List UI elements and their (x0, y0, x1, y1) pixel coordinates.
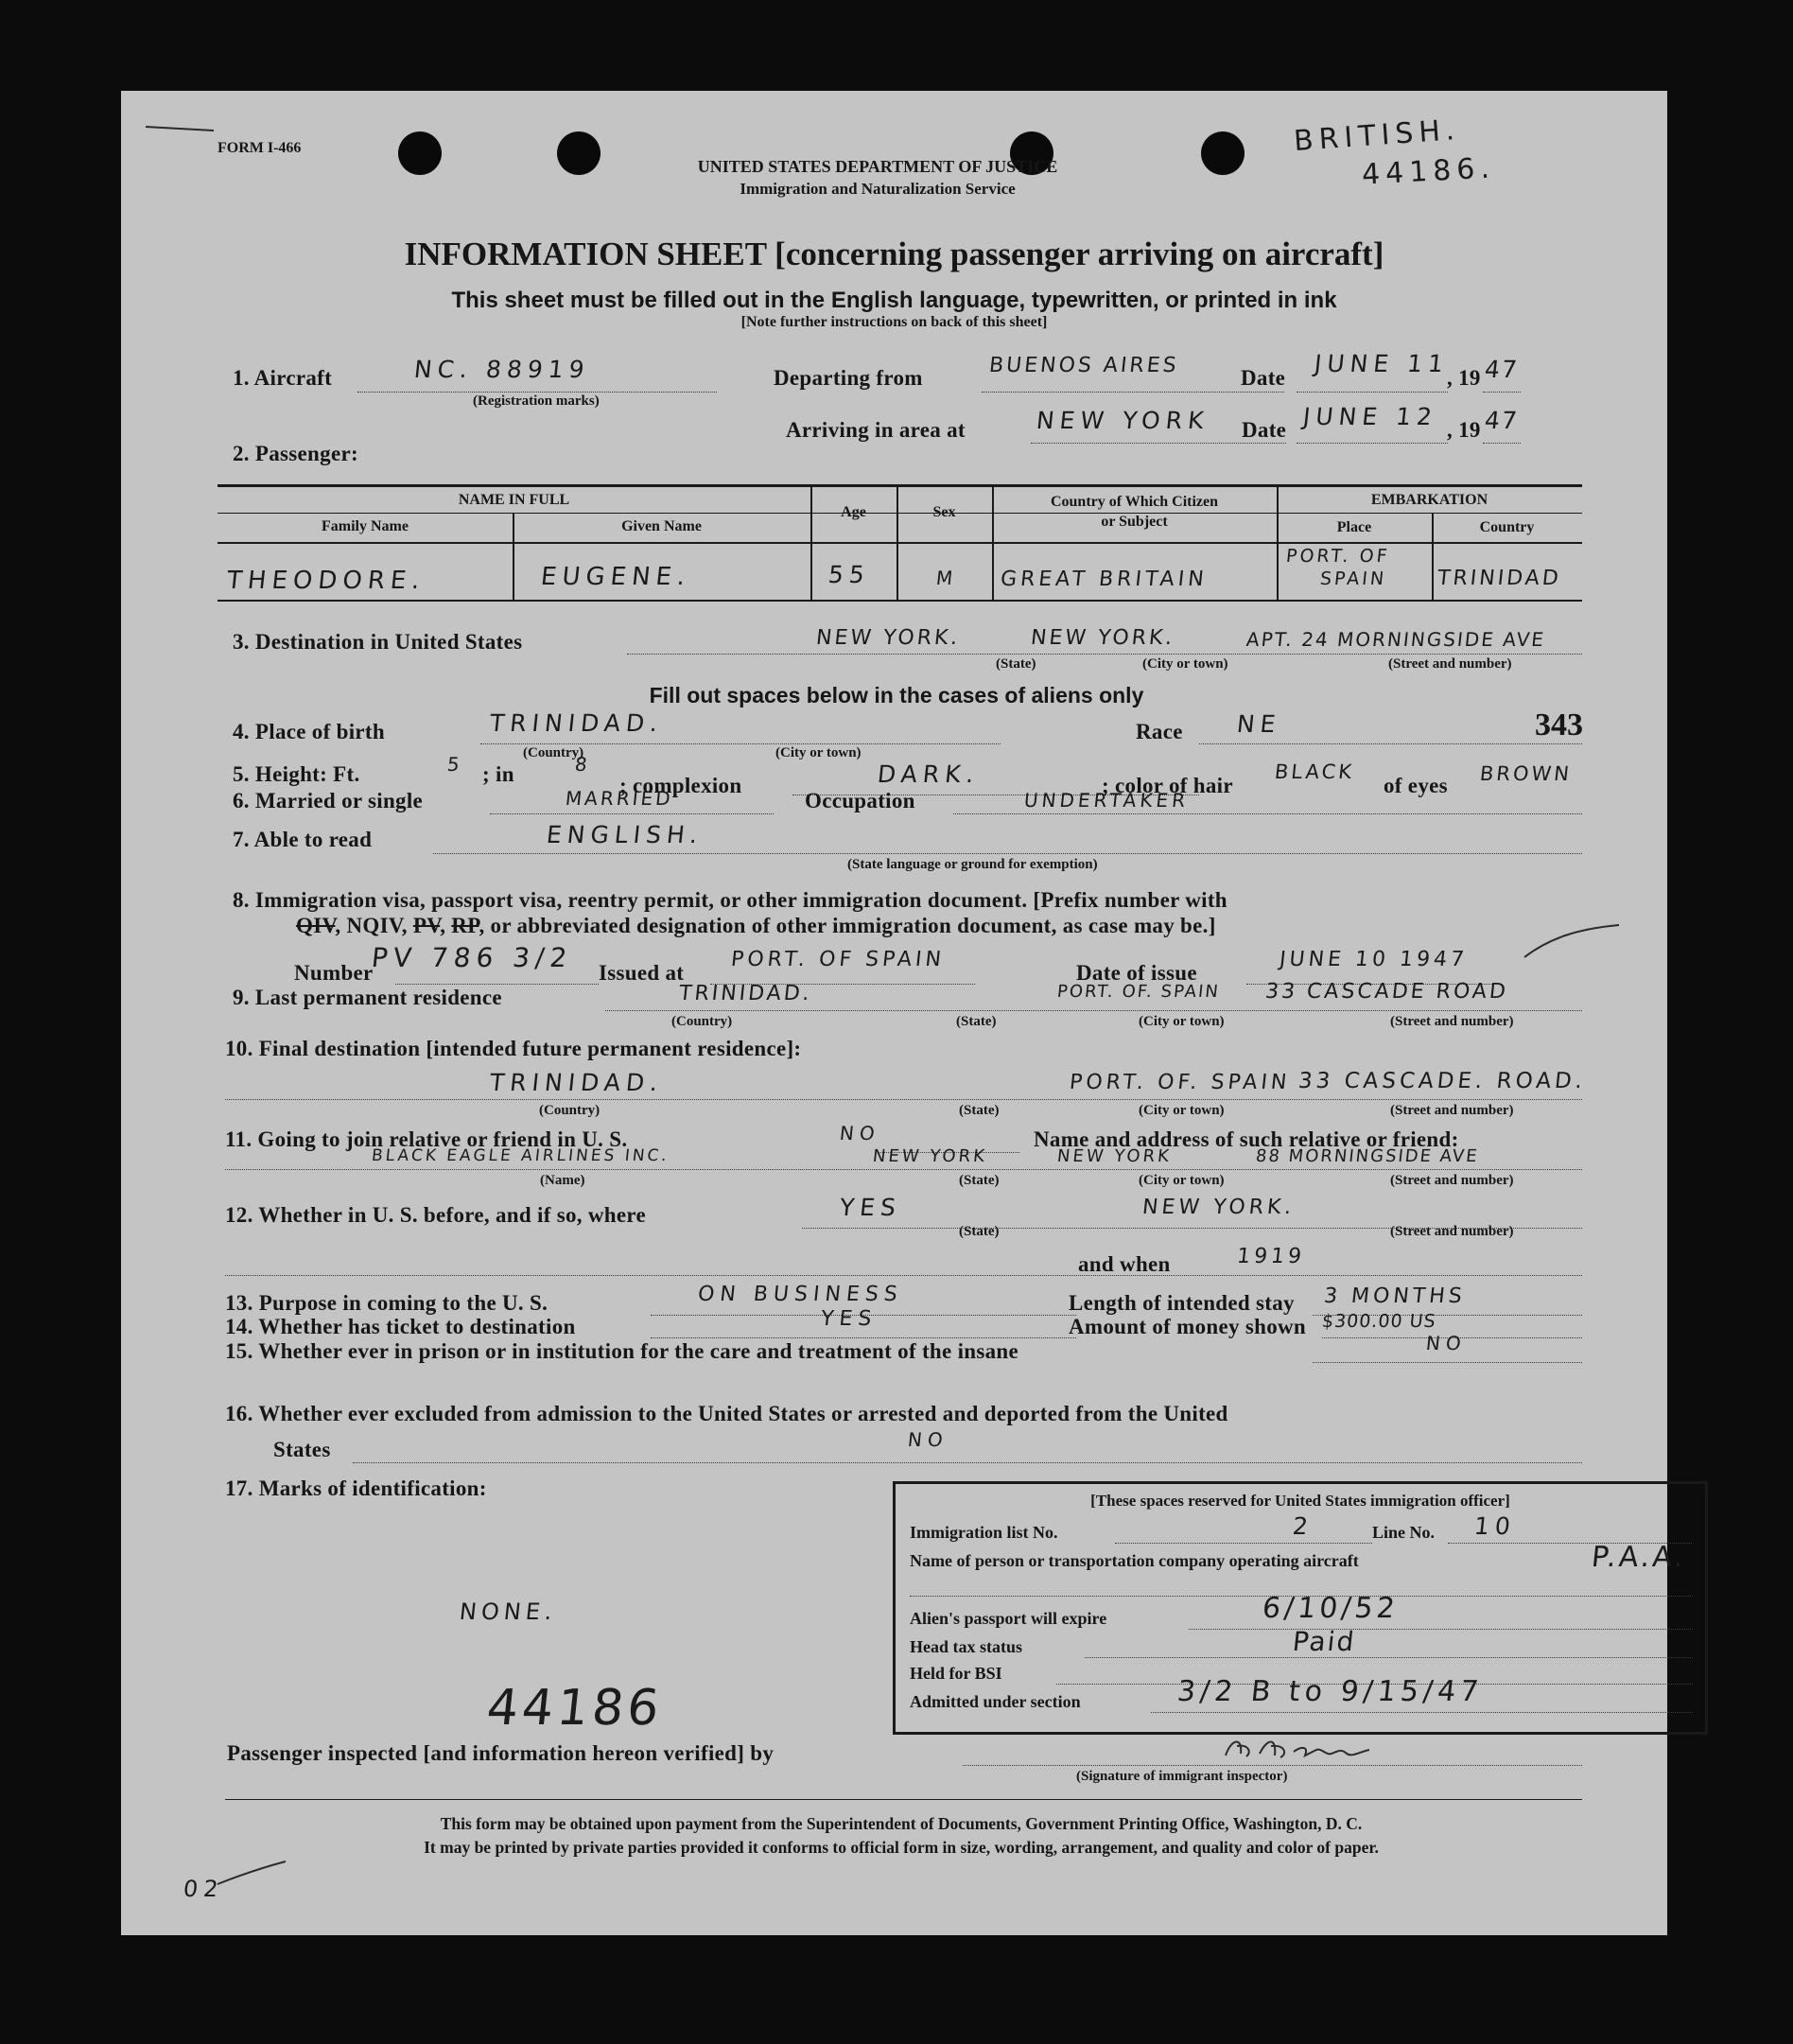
aliens-heading: Fill out spaces below in the cases of aliens only (649, 683, 1144, 708)
officer-box (893, 1481, 1708, 1735)
previous-visit-label: 12. Whether in U. S. before, and if so, where (225, 1203, 646, 1227)
table-bottom-rule (218, 600, 1582, 602)
ticket-line (651, 1337, 1076, 1338)
note-line: [Note further instructions on back of this sheet] (740, 314, 1048, 330)
departing-label: Departing from (774, 366, 923, 390)
line-number-label: Line No. (1372, 1523, 1436, 1542)
signature-line (963, 1765, 1582, 1766)
date-of-issue-value: JUNE 10 1947 (1278, 948, 1470, 971)
arriving-date-line (1297, 443, 1448, 444)
embarkation-rule (1277, 513, 1582, 514)
document-line-2-rest: , or abbreviated designation of other immigration document, as case may be.] (479, 914, 1216, 937)
previous-visit-place-value: NEW YORK. (1140, 1196, 1297, 1219)
birthplace-city-caption: (City or town) (775, 745, 862, 760)
pv-struck: PV (412, 914, 441, 937)
final-destination-street-caption: (Street and number) (1390, 1103, 1514, 1118)
destination-street-value: APT. 24 MORNINGSIDE AVE (1245, 628, 1547, 651)
comma-text: , (440, 914, 452, 937)
footer-rule (225, 1799, 1582, 1800)
header-age: Age (841, 504, 866, 520)
height-in-label: ; in (482, 762, 514, 786)
margin-tick (214, 1860, 289, 1888)
relative-name-label: Name and address of such relative or friend: (1034, 1127, 1459, 1151)
previous-visit-state-caption: (State) (959, 1224, 1000, 1239)
join-relative-label: 11. Going to join relative or friend in U. S. (225, 1127, 628, 1151)
citizen-value: GREAT BRITAIN (999, 568, 1209, 591)
departing-date-label: Date (1241, 366, 1286, 390)
previous-visit-street-caption: (Street and number) (1390, 1224, 1514, 1239)
nqiv-text: , NQIV, (335, 914, 413, 937)
purpose-label: 13. Purpose in coming to the U. S. (225, 1291, 548, 1315)
visa-number-label: Number (294, 961, 374, 985)
stamp-number: 343 (1535, 708, 1583, 742)
relative-state-value: NEW YORK (871, 1146, 988, 1166)
header-country-citizen: Country of Which Citizen (1050, 494, 1219, 510)
excluded-line (353, 1462, 1582, 1463)
embarkation-country-value: TRINIDAD (1436, 567, 1563, 590)
prison-value: NO (1424, 1332, 1468, 1354)
final-destination-street-value: 33 CASCADE. ROAD. (1297, 1069, 1588, 1093)
head-tax-value: Paid (1291, 1626, 1358, 1657)
birthplace-country-value: TRINIDAD. (488, 709, 665, 737)
family-name-value: THEODORE. (225, 567, 427, 595)
previous-visit-when-label: and when (1078, 1252, 1171, 1276)
occupation-value: UNDERTAKER (1022, 789, 1191, 812)
previous-visit-value: YES (838, 1194, 903, 1221)
departing-year-value: 47 (1483, 356, 1521, 383)
table-col-divider (896, 484, 898, 600)
head-tax-label: Head tax status (910, 1637, 1023, 1656)
prison-label: 15. Whether ever in prison or in institution for the care and treatment of the insane (225, 1339, 1019, 1363)
aircraft-line (357, 392, 717, 393)
height-label: 5. Height: Ft. (233, 762, 360, 786)
file-number: 44186 (483, 1680, 666, 1737)
punch-hole (557, 131, 601, 175)
birthplace-label: 4. Place of birth (233, 720, 385, 743)
signature-caption: (Signature of immigrant inspector) (1076, 1769, 1288, 1784)
destination-city-caption: (City or town) (1142, 656, 1228, 672)
height-ft-value: 5 (445, 753, 466, 776)
qiv-struck: QIV (296, 914, 336, 937)
inspected-label: Passenger inspected [and information hereon verified] by (227, 1741, 775, 1765)
final-destination-state-caption: (State) (959, 1103, 1000, 1118)
last-residence-street-caption: (Street and number) (1390, 1014, 1514, 1029)
corner-note-number: 44186. (1361, 151, 1496, 192)
read-label: 7. Able to read (233, 828, 373, 851)
departing-line (982, 392, 1284, 393)
aircraft-value: NC. 88919 (412, 356, 592, 383)
destination-line (627, 654, 1582, 655)
relative-state-caption: (State) (959, 1173, 1000, 1188)
marital-line (490, 813, 774, 814)
complexion-value: DARK. (876, 760, 982, 788)
rp-struck: RP (451, 914, 479, 937)
service-name: Immigration and Naturalization Service (740, 180, 1016, 198)
previous-visit-line-2 (225, 1275, 1582, 1276)
punch-hole (1201, 131, 1245, 175)
punch-hole (398, 131, 442, 175)
header-embarkation: EMBARKATION (1370, 492, 1488, 508)
relative-city-caption: (City or town) (1139, 1173, 1225, 1188)
relative-city-value: NEW YORK (1055, 1146, 1173, 1166)
final-destination-country-value: TRINIDAD. (488, 1069, 665, 1096)
departing-year-prefix: , 19 (1447, 366, 1481, 390)
visa-number-line (395, 984, 599, 985)
last-residence-city-caption: (City or town) (1139, 1014, 1225, 1029)
list-number-value: 2 (1291, 1512, 1315, 1540)
marital-value: MARRIED (564, 787, 674, 810)
excluded-value: NO (906, 1428, 949, 1451)
race-label: Race (1136, 720, 1183, 743)
last-residence-line (605, 1010, 1582, 1011)
prison-line (1313, 1362, 1582, 1363)
race-value: NE (1235, 710, 1283, 738)
officer-box-title: [These spaces reserved for United States immigration officer] (1090, 1492, 1510, 1510)
destination-state-caption: (State) (996, 656, 1036, 672)
company-value: P.A.A. (1590, 1541, 1688, 1574)
registration-caption: (Registration marks) (473, 393, 600, 409)
issued-at-label: Issued at (599, 961, 685, 985)
margin-note: 02 (182, 1876, 226, 1902)
relative-street-caption: (Street and number) (1390, 1173, 1514, 1188)
given-name-value: EUGENE. (539, 563, 692, 591)
last-residence-city-value: PORT. OF. SPAIN (1055, 982, 1221, 1002)
identification-label: 17. Marks of identification: (225, 1476, 487, 1500)
relative-street-value: 88 MORNINGSIDE AVE (1254, 1146, 1480, 1166)
bsi-label: Held for BSI (910, 1664, 1002, 1683)
departing-year-line (1483, 392, 1521, 393)
header-sex: Sex (932, 504, 956, 520)
head-tax-line (1085, 1657, 1693, 1658)
last-residence-country-value: TRINIDAD. (677, 982, 814, 1005)
occupation-label: Occupation (805, 789, 915, 812)
arriving-value: NEW YORK (1035, 407, 1211, 434)
departing-date-value: JUNE 11 (1313, 350, 1451, 377)
form-number: FORM I-466 (218, 140, 302, 156)
table-col-divider (810, 484, 812, 600)
instruction-line: This sheet must be filled out in the English language, typewritten, or printed in ink (451, 288, 1337, 313)
final-destination-line (225, 1099, 1582, 1100)
destination-label: 3. Destination in United States (233, 630, 523, 654)
passenger-label: 2. Passenger: (233, 442, 358, 465)
header-family-name: Family Name (322, 518, 409, 534)
last-residence-state-caption: (State) (956, 1014, 997, 1029)
page-title: INFORMATION SHEET [concerning passenger arriving on aircraft] (404, 236, 1384, 272)
excluded-label-line-2: States (273, 1438, 331, 1461)
departing-date-line (1297, 392, 1448, 393)
stay-value: 3 MONTHS (1322, 1284, 1468, 1308)
destination-state-value: NEW YORK. (814, 626, 962, 650)
line-number-value: 10 (1472, 1512, 1518, 1540)
eyes-label: of eyes (1384, 774, 1448, 797)
header-place: Place (1336, 519, 1372, 535)
arriving-label: Arriving in area at (786, 418, 966, 442)
arriving-year-line (1483, 443, 1521, 444)
header-name-in-full: NAME IN FULL (458, 492, 570, 508)
document-sheet (121, 91, 1688, 1935)
ticket-label: 14. Whether has ticket to destination (225, 1315, 576, 1338)
money-label: Amount of money shown (1069, 1315, 1307, 1338)
embarkation-place-value-1: PORT. OF (1284, 546, 1391, 567)
footer-line-1: This form may be obtained upon payment from the Superintendent of Documents, Government Printing Office, Washington, D. C. (440, 1814, 1363, 1833)
last-residence-label: 9. Last permanent residence (233, 986, 502, 1009)
passport-expire-label: Alien's passport will expire (910, 1609, 1107, 1628)
excluded-label-line-1: 16. Whether ever excluded from admission to the United States or arrested and deported from the United (225, 1402, 1228, 1425)
admitted-line (1151, 1712, 1693, 1713)
header-or-subject: or Subject (1101, 514, 1168, 530)
complexion-label: ; complexion (619, 774, 742, 797)
birthplace-country-caption: (Country) (523, 745, 584, 760)
final-destination-label: 10. Final destination [intended future permanent residence]: (225, 1037, 802, 1060)
document-line-2 (296, 914, 1216, 938)
read-value: ENGLISH. (545, 821, 705, 848)
departing-value: BUENOS AIRES (987, 354, 1180, 377)
header-country: Country (1479, 519, 1535, 535)
arriving-date-value: JUNE 12 (1301, 403, 1439, 430)
arriving-year-prefix: , 19 (1447, 418, 1481, 442)
table-header-rule (218, 542, 1582, 544)
marital-label: 6. Married or single (233, 789, 424, 812)
header-given-name: Given Name (621, 518, 702, 534)
last-residence-street-value: 33 CASCADE ROAD (1263, 980, 1510, 1004)
company-label: Name of person or transportation company operating aircraft (910, 1551, 1359, 1570)
birthplace-line (480, 743, 1001, 744)
inspector-signature (1218, 1727, 1379, 1765)
date-of-issue-label: Date of issue (1076, 961, 1197, 985)
purpose-value: ON BUSINESS (696, 1283, 905, 1306)
last-residence-country-caption: (Country) (671, 1014, 733, 1029)
sex-value: M (934, 567, 960, 589)
list-number-line (1115, 1543, 1372, 1544)
issued-at-value: PORT. OF SPAIN (729, 948, 947, 971)
money-value: $300.00 US (1320, 1311, 1437, 1332)
eyes-value: BROWN (1478, 762, 1574, 785)
relative-line (225, 1169, 1582, 1170)
passport-expire-line (1189, 1629, 1693, 1630)
document-top-mark (142, 119, 218, 138)
relative-name-caption: (Name) (540, 1173, 585, 1188)
read-line (433, 853, 1582, 854)
stay-label: Length of intended stay (1069, 1291, 1295, 1315)
arriving-year-value: 47 (1483, 407, 1521, 434)
final-destination-city-value: PORT. OF. SPAIN (1068, 1071, 1292, 1094)
aircraft-label: 1. Aircraft (233, 366, 333, 390)
hair-value: BLACK (1273, 760, 1356, 783)
destination-city-value: NEW YORK. (1029, 626, 1176, 650)
footer-line-2: It may be printed by private parties provided it conforms to official form in size, wording, arrangement, and quality and color of paper. (424, 1838, 1379, 1857)
identification-value: NONE. (458, 1599, 559, 1625)
race-line (1199, 743, 1582, 744)
read-caption: (State language or ground for exemption) (847, 857, 1098, 872)
list-number-label: Immigration list No. (910, 1523, 1058, 1542)
table-top-rule (218, 484, 1582, 487)
arriving-line (1031, 443, 1286, 444)
relative-name-value: BLACK EAGLE AIRLINES INC. (370, 1146, 670, 1165)
visa-number-value: PV 786 3/2 (370, 942, 575, 973)
final-destination-country-caption: (Country) (539, 1103, 601, 1118)
visa-curve-mark (1521, 923, 1625, 961)
hair-label: ; color of hair (1102, 774, 1233, 797)
arriving-date-label: Date (1242, 418, 1287, 442)
occupation-line (953, 813, 1582, 814)
join-relative-value: NO (838, 1122, 881, 1144)
height-in-value: 8 (573, 753, 594, 776)
corner-note-nationality: BRITISH. (1292, 113, 1462, 159)
embarkation-place-value-2: SPAIN (1318, 568, 1388, 589)
destination-street-caption: (Street and number) (1388, 656, 1512, 672)
admitted-value: 3/2 B to 9/15/47 (1175, 1675, 1486, 1708)
final-destination-city-caption: (City or town) (1139, 1103, 1225, 1118)
ticket-value: YES (819, 1307, 879, 1331)
department-name: UNITED STATES DEPARTMENT OF JUSTICE (697, 157, 1058, 176)
previous-visit-when-value: 1919 (1235, 1245, 1307, 1268)
admitted-label: Admitted under section (910, 1692, 1081, 1711)
passport-expire-value: 6/10/52 (1261, 1592, 1401, 1625)
document-line-1: 8. Immigration visa, passport visa, reentry permit, or other immigration document. [Prefix number with (233, 888, 1227, 912)
age-value: 55 (827, 561, 872, 588)
